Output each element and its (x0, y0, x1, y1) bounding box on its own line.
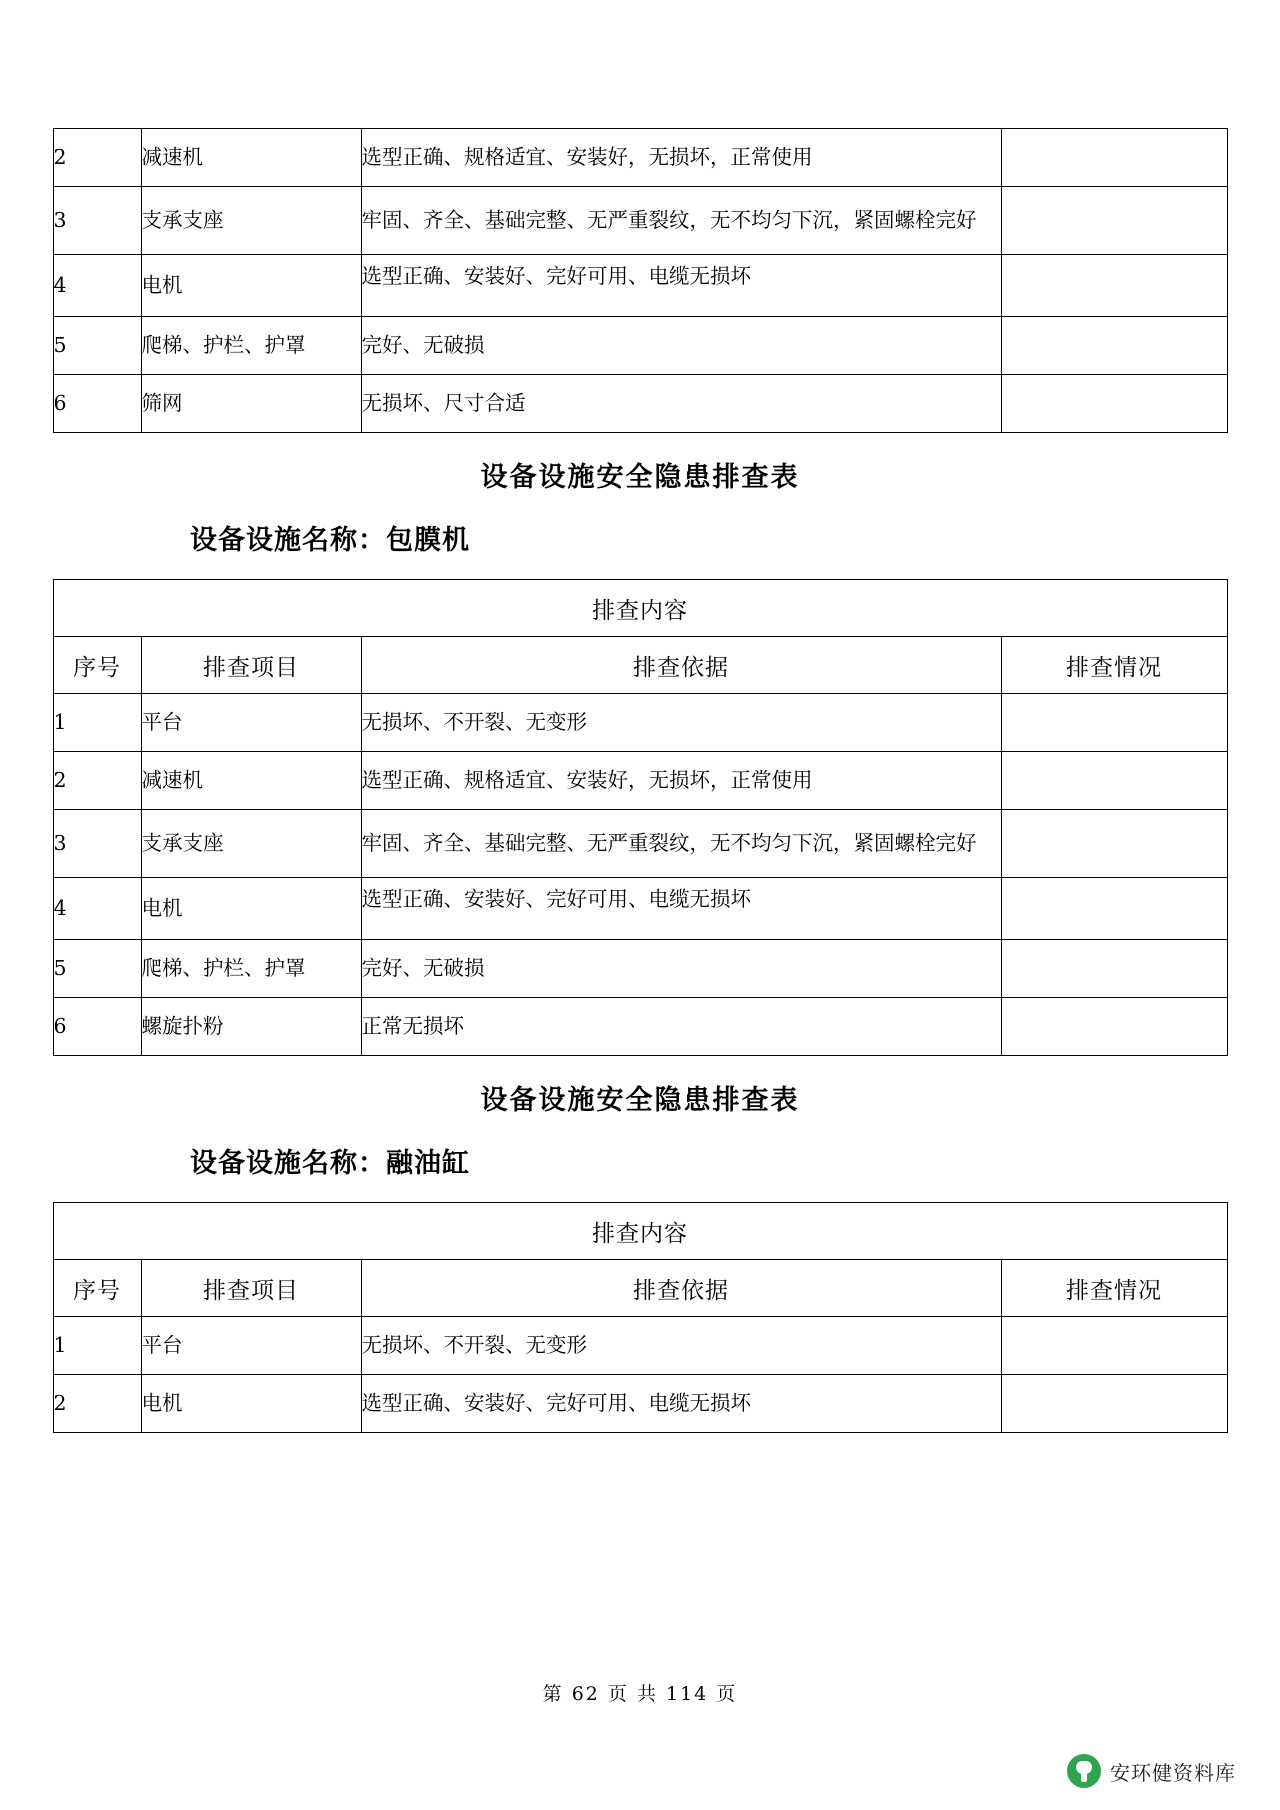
equipment-name-line (190, 518, 1228, 557)
row-basis: 牢固、齐全、基础完整、无严重裂纹，无不均匀下沉，紧固螺栓完好 (361, 187, 1001, 255)
row-basis: 完好、无破损 (361, 940, 1001, 998)
row-basis: 选型正确、安装好、完好可用、电缆无损坏 (361, 1375, 1001, 1433)
row-basis: 无损坏、不开裂、无变形 (361, 1317, 1001, 1375)
header-status: 排查情况 (1001, 637, 1227, 694)
table-row (53, 878, 1227, 940)
equipment-name-line (190, 1141, 1228, 1180)
equipment-name-value: 融油缸 (386, 1148, 470, 1179)
row-status (1001, 810, 1227, 878)
row-basis: 无损坏、不开裂、无变形 (361, 694, 1001, 752)
page-footer: 第 62 页 共 114 页 (542, 1683, 738, 1705)
row-no: 2 (53, 1375, 141, 1433)
header-no: 序号 (53, 637, 141, 694)
row-status (1001, 694, 1227, 752)
row-item: 螺旋扑粉 (141, 998, 361, 1056)
row-basis: 牢固、齐全、基础完整、无严重裂纹，无不均匀下沉，紧固螺栓完好 (361, 810, 1001, 878)
row-no: 3 (53, 187, 141, 255)
row-no: 1 (53, 694, 141, 752)
row-item: 电机 (141, 1375, 361, 1433)
page-title: 设备设施安全隐患排查表 (480, 462, 800, 493)
row-item: 减速机 (141, 129, 361, 187)
row-status (1001, 187, 1227, 255)
row-status (1001, 129, 1227, 187)
header-item: 排查项目 (141, 1260, 361, 1317)
row-item: 平台 (141, 694, 361, 752)
watermark (1067, 1754, 1236, 1788)
header-content-span: 排查内容 (53, 580, 1227, 637)
row-status (1001, 1375, 1227, 1433)
row-basis: 正常无损坏 (361, 998, 1001, 1056)
row-basis: 选型正确、规格适宜、安装好，无损坏，正常使用 (361, 752, 1001, 810)
header-no: 序号 (53, 1260, 141, 1317)
row-no: 5 (53, 317, 141, 375)
row-basis: 完好、无破损 (361, 317, 1001, 375)
row-no: 4 (53, 255, 141, 317)
row-status (1001, 752, 1227, 810)
header-basis: 排查依据 (361, 637, 1001, 694)
row-item: 支承支座 (141, 187, 361, 255)
inspection-table-continued (53, 128, 1228, 433)
row-item: 电机 (141, 878, 361, 940)
row-item: 爬梯、护栏、护罩 (141, 317, 361, 375)
watermark-logo-icon (1067, 1754, 1101, 1788)
row-status (1001, 1317, 1227, 1375)
row-status (1001, 998, 1227, 1056)
table-header-content (53, 580, 1227, 637)
header-status: 排查情况 (1001, 1260, 1227, 1317)
table-row (53, 129, 1227, 187)
table-row (53, 752, 1227, 810)
row-basis: 选型正确、安装好、完好可用、电缆无损坏 (361, 255, 1001, 317)
table-header-row (53, 1260, 1227, 1317)
table-row (53, 810, 1227, 878)
equipment-name-label: 设备设施名称： (190, 1148, 386, 1179)
table-row (53, 940, 1227, 998)
page-top-spacer (52, 0, 1228, 128)
row-no: 5 (53, 940, 141, 998)
table-row (53, 1317, 1227, 1375)
inspection-table-baomoji (53, 579, 1228, 1056)
table-row (53, 187, 1227, 255)
row-no: 2 (53, 129, 141, 187)
row-no: 6 (53, 998, 141, 1056)
row-item: 电机 (141, 255, 361, 317)
row-status (1001, 375, 1227, 433)
row-no: 3 (53, 810, 141, 878)
table-row (53, 694, 1227, 752)
row-no: 6 (53, 375, 141, 433)
watermark-label: 安环健资料库 (1110, 1760, 1236, 1785)
equipment-name-label: 设备设施名称： (190, 525, 386, 556)
row-status (1001, 255, 1227, 317)
row-item: 减速机 (141, 752, 361, 810)
row-status (1001, 317, 1227, 375)
table-header-row (53, 637, 1227, 694)
row-item: 支承支座 (141, 810, 361, 878)
row-status (1001, 878, 1227, 940)
row-basis: 无损坏、尺寸合适 (361, 375, 1001, 433)
row-item: 爬梯、护栏、护罩 (141, 940, 361, 998)
table-row (53, 317, 1227, 375)
table-header-content (53, 1203, 1227, 1260)
header-item: 排查项目 (141, 637, 361, 694)
row-status (1001, 940, 1227, 998)
row-no: 4 (53, 878, 141, 940)
table-row (53, 998, 1227, 1056)
page-title: 设备设施安全隐患排查表 (480, 1085, 800, 1116)
row-basis: 选型正确、规格适宜、安装好，无损坏，正常使用 (361, 129, 1001, 187)
row-item: 平台 (141, 1317, 361, 1375)
row-basis: 选型正确、安装好、完好可用、电缆无损坏 (361, 878, 1001, 940)
header-basis: 排查依据 (361, 1260, 1001, 1317)
header-content-span: 排查内容 (53, 1203, 1227, 1260)
inspection-table-rongyougang (53, 1202, 1228, 1433)
row-item: 筛网 (141, 375, 361, 433)
row-no: 2 (53, 752, 141, 810)
table-row (53, 255, 1227, 317)
row-no: 1 (53, 1317, 141, 1375)
table-row (53, 375, 1227, 433)
table-row (53, 1375, 1227, 1433)
equipment-name-value: 包膜机 (386, 525, 470, 556)
